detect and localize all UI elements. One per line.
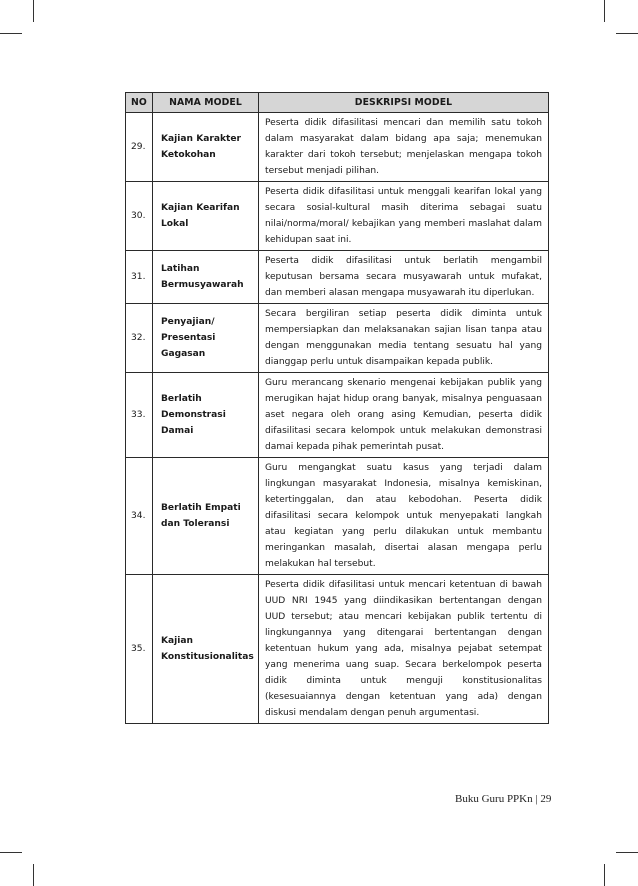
table-row: [126, 304, 549, 373]
crop-mark: [0, 33, 22, 34]
model-description: Peserta didik difasilitasi untuk berlatih mengambil keputusan bersama secara musyawarah untuk mufakat, dan memberi alasan mengapa musyawarah itu diperlukan.: [259, 251, 549, 304]
page-footer: Buku Guru PPKn | 29: [455, 793, 552, 805]
model-description: Peserta didik difasilitasi mencari dan memilih satu tokoh dalam masyarakat dalam bidang apa saja; menemukan karakter dari tokoh tersebut; menjelaskan mengapa tokoh tersebut menjadi pilihan.: [259, 113, 549, 182]
model-name: Kajian Karakter Ketokohan: [153, 113, 259, 182]
table-row: [126, 182, 549, 251]
model-name: Berlatih Empati dan Toleransi: [153, 458, 259, 575]
header-name: NAMA MODEL: [153, 93, 259, 113]
row-number: 32.: [126, 304, 153, 373]
crop-mark: [33, 0, 34, 22]
crop-mark: [604, 0, 605, 22]
table-row: [126, 458, 549, 575]
model-description: Peserta didik difasilitasi untuk mencari ketentuan di bawah UUD NRI 1945 yang diindikasikan bertentangan dengan UUD tersebut; atau mencari kebijakan publik tertentu di lingkungannya yang ditengarai bertentangan dengan ketentuan hukum yang ada, misalnya pejabat setempat yang menerima uang suap. Secara berkelompok peserta didik diminta untuk menguji konstitusionalitas (kesesuaiannya dengan ketentuan yang ada) dengan diskusi mendalam dengan penuh argumentasi.: [259, 575, 549, 724]
model-description: Guru merancang skenario mengenai kebijakan publik yang merugikan hajat hidup orang banyak, misalnya penguasaan aset negara oleh orang asing Kemudian, peserta didik difasilitasi secara kelompok untuk melakukan demonstrasi damai kepada pihak pemerintah pusat.: [259, 373, 549, 458]
table-row: [126, 113, 549, 182]
model-name: Latihan Bermusyawarah: [153, 251, 259, 304]
model-name: Berlatih Demonstrasi Damai: [153, 373, 259, 458]
row-number: 29.: [126, 113, 153, 182]
table-header-row: [126, 93, 549, 113]
crop-mark: [616, 852, 638, 853]
model-table: [125, 92, 549, 724]
header-desc: DESKRIPSI MODEL: [259, 93, 549, 113]
row-number: 31.: [126, 251, 153, 304]
model-description: Secara bergiliran setiap peserta didik diminta untuk mempersiapkan dan melaksanakan sajian lisan tanpa atau dengan menggunakan media tentang sesuatu hal yang dianggap perlu untuk disampaikan kepada publik.: [259, 304, 549, 373]
row-number: 33.: [126, 373, 153, 458]
model-name: Kajian Kearifan Lokal: [153, 182, 259, 251]
crop-mark: [604, 864, 605, 886]
table-row: [126, 373, 549, 458]
table-row: [126, 251, 549, 304]
row-number: 34.: [126, 458, 153, 575]
model-description: Guru mengangkat suatu kasus yang terjadi dalam lingkungan masyarakat Indonesia, misalnya kemiskinan, ketertinggalan, dan atau kebodohan. Peserta didik difasilitasi secara kelompok untuk menyepakati langkah atau kegiatan yang perlu dilakukan untuk membantu meringankan masalah, disertai alasan mengapa perlu melakukan hal tersebut.: [259, 458, 549, 575]
model-name: Kajian Konstitusionalitas: [153, 575, 259, 724]
row-number: 35.: [126, 575, 153, 724]
crop-mark: [33, 864, 34, 886]
crop-mark: [0, 852, 22, 853]
model-name: Penyajian/ Presentasi Gagasan: [153, 304, 259, 373]
row-number: 30.: [126, 182, 153, 251]
table-row: [126, 575, 549, 724]
crop-mark: [616, 33, 638, 34]
header-no: NO: [126, 93, 153, 113]
model-description: Peserta didik difasilitasi untuk menggali kearifan lokal yang secara sosial-kultural masih diterima sebagai suatu nilai/norma/moral/ kebajikan yang memberi maslahat dalam kehidupan saat ini.: [259, 182, 549, 251]
